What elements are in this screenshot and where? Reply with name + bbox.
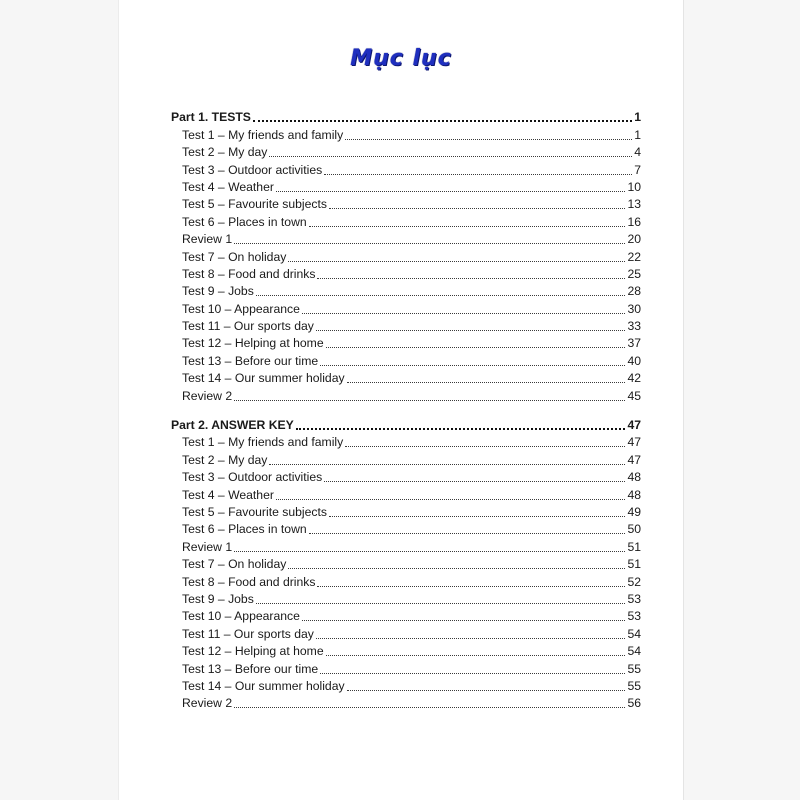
toc-entry-label: Test 6 – Places in town (182, 522, 307, 537)
toc-entry (171, 607, 641, 624)
dot-leader (309, 533, 626, 534)
dot-leader (288, 568, 625, 569)
toc-entry-label: Review 2 (182, 696, 233, 711)
toc-entry-label: Test 13 – Before our time (182, 353, 319, 368)
toc-entry (171, 468, 641, 485)
dot-leader (234, 707, 625, 708)
toc-entry (171, 450, 641, 467)
toc-page-number: 10 (627, 179, 641, 194)
dot-leader (324, 481, 625, 482)
dot-leader (329, 208, 625, 209)
dot-leader (276, 191, 626, 192)
dot-leader (302, 313, 626, 314)
toc-entry-label: Test 6 – Places in town (182, 214, 307, 229)
toc-entry-label: Test 8 – Food and drinks (182, 266, 316, 281)
toc-entry-label: Review 2 (182, 388, 233, 403)
toc-page-number: 52 (627, 574, 641, 589)
toc-entry-label: Test 1 – My friends and family (182, 435, 344, 450)
toc-page-number: 47 (627, 435, 641, 450)
toc-page-number: 51 (627, 557, 641, 572)
toc-entry (171, 520, 641, 537)
toc-entry-label: Test 10 – Appearance (182, 301, 300, 316)
dot-leader (317, 278, 625, 279)
toc-page-number: 28 (627, 284, 641, 299)
toc-entry (171, 659, 641, 676)
toc-entry (171, 160, 641, 177)
toc-entry-label: Test 4 – Weather (182, 487, 274, 502)
toc-entry-label: Test 9 – Jobs (182, 591, 254, 606)
toc-section-heading (171, 108, 641, 125)
toc-entry-label: Test 10 – Appearance (182, 609, 300, 624)
dot-leader (234, 400, 625, 401)
dot-leader (329, 516, 625, 517)
dot-leader (345, 446, 625, 447)
toc-entry (171, 537, 641, 554)
toc-page-number: 1 (634, 127, 641, 142)
dot-leader (320, 673, 625, 674)
toc-page-number: 4 (634, 145, 641, 160)
toc-page-number: 48 (627, 487, 641, 502)
toc-entry (171, 555, 641, 572)
toc-page-number: 25 (627, 266, 641, 281)
toc-entry-label: Test 3 – Outdoor activities (182, 162, 323, 177)
toc-page-number: 53 (627, 609, 641, 624)
toc-entry-label: Test 3 – Outdoor activities (182, 470, 323, 485)
dot-leader (253, 120, 632, 122)
toc-page-number: 55 (627, 678, 641, 693)
dot-leader (316, 330, 626, 331)
toc-page-number: 54 (627, 626, 641, 641)
toc-entry (171, 334, 641, 351)
toc-entry-label: Test 9 – Jobs (182, 284, 254, 299)
dot-leader (326, 347, 626, 348)
toc-page-number: 48 (627, 470, 641, 485)
toc-entry (171, 386, 641, 403)
toc-entry-label: Test 2 – My day (182, 145, 268, 160)
toc-entry (171, 369, 641, 386)
dot-leader (316, 638, 626, 639)
toc-entry (171, 503, 641, 520)
toc-entry (171, 624, 641, 641)
toc-entry (171, 195, 641, 212)
toc-entry (171, 590, 641, 607)
toc-entry-label: Test 11 – Our sports day (182, 319, 314, 334)
dot-leader (347, 382, 626, 383)
toc-page-number: 7 (634, 162, 641, 177)
toc-page-number: 53 (627, 591, 641, 606)
toc-entry (171, 212, 641, 229)
toc-entry-label: Test 7 – On holiday (182, 249, 287, 264)
dot-leader (234, 243, 625, 244)
dot-leader (269, 156, 632, 157)
toc-entry (171, 677, 641, 694)
toc-entry (171, 178, 641, 195)
dot-leader (256, 295, 626, 296)
toc-page-number: 47 (627, 452, 641, 467)
toc-entry (171, 230, 641, 247)
toc-entry-label: Test 2 – My day (182, 452, 268, 467)
dot-leader (288, 261, 625, 262)
dot-leader (302, 620, 626, 621)
page-title: Mục lục (350, 46, 452, 71)
toc-entry (171, 265, 641, 282)
dot-leader (296, 428, 626, 430)
dot-leader (276, 499, 626, 500)
toc-entry-label: Test 11 – Our sports day (182, 626, 314, 641)
dot-leader (234, 551, 625, 552)
toc-entry-label: Test 13 – Before our time (182, 661, 319, 676)
table-of-contents (171, 108, 641, 711)
dot-leader (345, 139, 632, 140)
toc-page-number: 13 (627, 197, 641, 212)
toc-page-number: 22 (627, 249, 641, 264)
toc-page-number: 33 (627, 319, 641, 334)
toc-page-number: 51 (627, 539, 641, 554)
toc-entry-label: Test 8 – Food and drinks (182, 574, 316, 589)
toc-entry-label: Test 12 – Helping at home (182, 644, 324, 659)
toc-page-number: 20 (627, 232, 641, 247)
toc-entry (171, 299, 641, 316)
toc-page-number: 50 (627, 522, 641, 537)
toc-entry (171, 351, 641, 368)
toc-entry-label: Part 2. ANSWER KEY (171, 418, 294, 433)
toc-page-number: 49 (627, 504, 641, 519)
toc-entry-label: Review 1 (182, 539, 233, 554)
toc-entry-label: Part 1. TESTS (171, 110, 251, 125)
toc-entry (171, 317, 641, 334)
dot-leader (320, 365, 625, 366)
toc-page-number: 16 (627, 214, 641, 229)
toc-page-number: 1 (634, 110, 641, 125)
toc-page-number: 56 (627, 696, 641, 711)
dot-leader (269, 464, 625, 465)
toc-entry (171, 485, 641, 502)
dot-leader (326, 655, 626, 656)
toc-entry-label: Test 5 – Favourite subjects (182, 197, 327, 212)
toc-entry-label: Review 1 (182, 232, 233, 247)
toc-entry (171, 143, 641, 160)
toc-page-number: 54 (627, 644, 641, 659)
dot-leader (309, 226, 626, 227)
toc-entry (171, 694, 641, 711)
toc-entry-label: Test 4 – Weather (182, 179, 274, 194)
toc-entry-label: Test 14 – Our summer holiday (182, 371, 345, 386)
dot-leader (317, 586, 625, 587)
toc-page-number: 37 (627, 336, 641, 351)
toc-page-number: 40 (627, 353, 641, 368)
toc-page-number: 30 (627, 301, 641, 316)
toc-page-number: 45 (627, 388, 641, 403)
section-gap (171, 404, 641, 416)
toc-entry-label: Test 12 – Helping at home (182, 336, 324, 351)
toc-entry (171, 125, 641, 142)
toc-page-number: 55 (627, 661, 641, 676)
toc-entry-label: Test 1 – My friends and family (182, 127, 344, 142)
document-page (118, 0, 684, 800)
toc-entry (171, 572, 641, 589)
toc-entry-label: Test 5 – Favourite subjects (182, 504, 327, 519)
toc-entry (171, 433, 641, 450)
toc-page-number: 47 (627, 418, 641, 433)
dot-leader (256, 603, 626, 604)
toc-entry (171, 247, 641, 264)
toc-entry-label: Test 7 – On holiday (182, 557, 287, 572)
toc-entry (171, 642, 641, 659)
dot-leader (324, 174, 632, 175)
toc-section-heading (171, 416, 641, 433)
dot-leader (347, 690, 626, 691)
toc-entry-label: Test 14 – Our summer holiday (182, 678, 345, 693)
toc-entry (171, 282, 641, 299)
toc-page-number: 42 (627, 371, 641, 386)
